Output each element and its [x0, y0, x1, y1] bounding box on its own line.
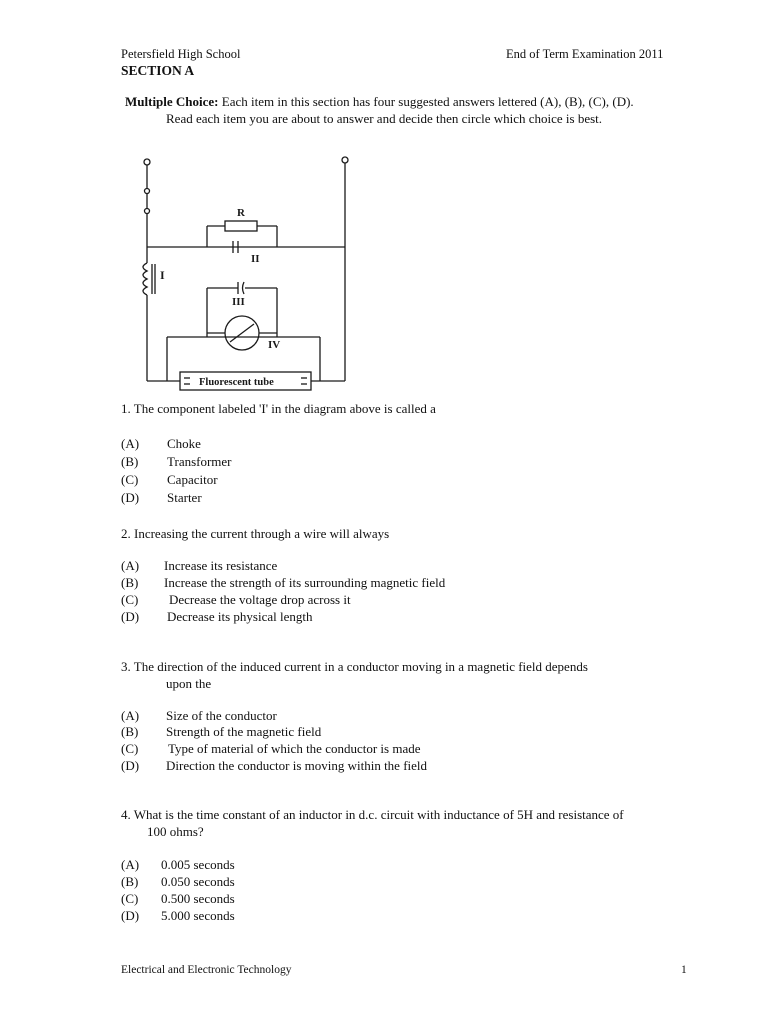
q2-option-d-letter: (D): [121, 609, 140, 624]
q4-option-d-letter: (D): [121, 908, 140, 923]
q4-option-a-letter: (A): [121, 857, 140, 872]
q2-option-a-letter: (A): [121, 558, 140, 573]
left-terminal: [144, 159, 150, 165]
label-iv: IV: [268, 339, 281, 351]
q1-option-b-letter: (B): [121, 454, 139, 469]
label-ii: II: [251, 253, 260, 265]
resistor-r: [225, 221, 257, 231]
label-i: I: [160, 268, 165, 282]
q1-option-c-letter: (C): [121, 472, 139, 487]
q1-option-d-letter: (D): [121, 490, 140, 505]
q2-option-a[interactable]: Increase its resistance: [164, 558, 278, 573]
q3-option-a-letter: (A): [121, 708, 140, 723]
q4-option-d[interactable]: 5.000 seconds: [161, 908, 235, 923]
q4-option-b[interactable]: 0.050 seconds: [161, 874, 235, 889]
q4-option-a[interactable]: 0.005 seconds: [161, 857, 235, 872]
q2-option-b-letter: (B): [121, 575, 139, 590]
q4-option-c[interactable]: 0.500 seconds: [161, 891, 235, 906]
instructions-text-1: Each item in this section has four suggested answers lettered (A), (B), (C), (D).: [221, 94, 634, 109]
question-3: 3. The direction of the induced current in a conductor moving in a magnetic field depends: [121, 659, 588, 674]
school-name: Petersfield High School: [121, 47, 241, 61]
q4-option-c-letter: (C): [121, 891, 139, 906]
q2-option-b[interactable]: Increase the strength of its surrounding magnetic field: [164, 575, 446, 590]
footer-subject: Electrical and Electronic Technology: [121, 964, 292, 976]
question-1: 1. The component labeled 'I' in the diagram above is called a: [121, 401, 436, 416]
instructions-line-1: [125, 94, 634, 110]
q1-option-a-letter: (A): [121, 436, 140, 451]
exam-title: End of Term Examination 2011: [506, 47, 664, 61]
label-r: R: [237, 207, 245, 219]
q1-option-b[interactable]: Transformer: [167, 454, 232, 469]
q2-option-c-letter: (C): [121, 592, 139, 607]
right-terminal: [342, 157, 348, 163]
question-4: 4. What is the time constant of an inductor in d.c. circuit with inductance of 5H and resistance of: [121, 807, 624, 822]
q1-option-a[interactable]: Choke: [167, 436, 201, 451]
question-4-cont: 100 ohms?: [147, 824, 204, 839]
q3-option-d[interactable]: Direction the conductor is moving within the field: [166, 758, 428, 773]
q4-option-b-letter: (B): [121, 874, 139, 889]
label-iii: III: [232, 296, 245, 308]
q1-option-d[interactable]: Starter: [167, 490, 202, 505]
q3-option-d-letter: (D): [121, 758, 140, 773]
q2-option-c[interactable]: Decrease the voltage drop across it: [169, 592, 351, 607]
question-3-cont: upon the: [166, 676, 212, 691]
q3-option-c[interactable]: Type of material of which the conductor is made: [168, 741, 421, 756]
q3-option-b[interactable]: Strength of the magnetic field: [166, 724, 322, 739]
q2-option-d[interactable]: Decrease its physical length: [167, 609, 313, 624]
instructions-line-2: Read each item you are about to answer and decide then circle which choice is best.: [166, 111, 603, 126]
instructions-label: Multiple Choice:: [125, 94, 219, 109]
q3-option-a[interactable]: Size of the conductor: [166, 708, 277, 723]
q3-option-c-letter: (C): [121, 741, 139, 756]
circuit-diagram: [120, 150, 370, 395]
question-2: 2. Increasing the current through a wire will always: [121, 526, 390, 541]
q1-option-c[interactable]: Capacitor: [167, 472, 218, 487]
page-number: 1: [681, 964, 687, 976]
tube-label: Fluorescent tube: [199, 377, 274, 388]
q3-option-b-letter: (B): [121, 724, 139, 739]
section-title: SECTION A: [121, 63, 195, 78]
choke-coil: [143, 263, 147, 295]
